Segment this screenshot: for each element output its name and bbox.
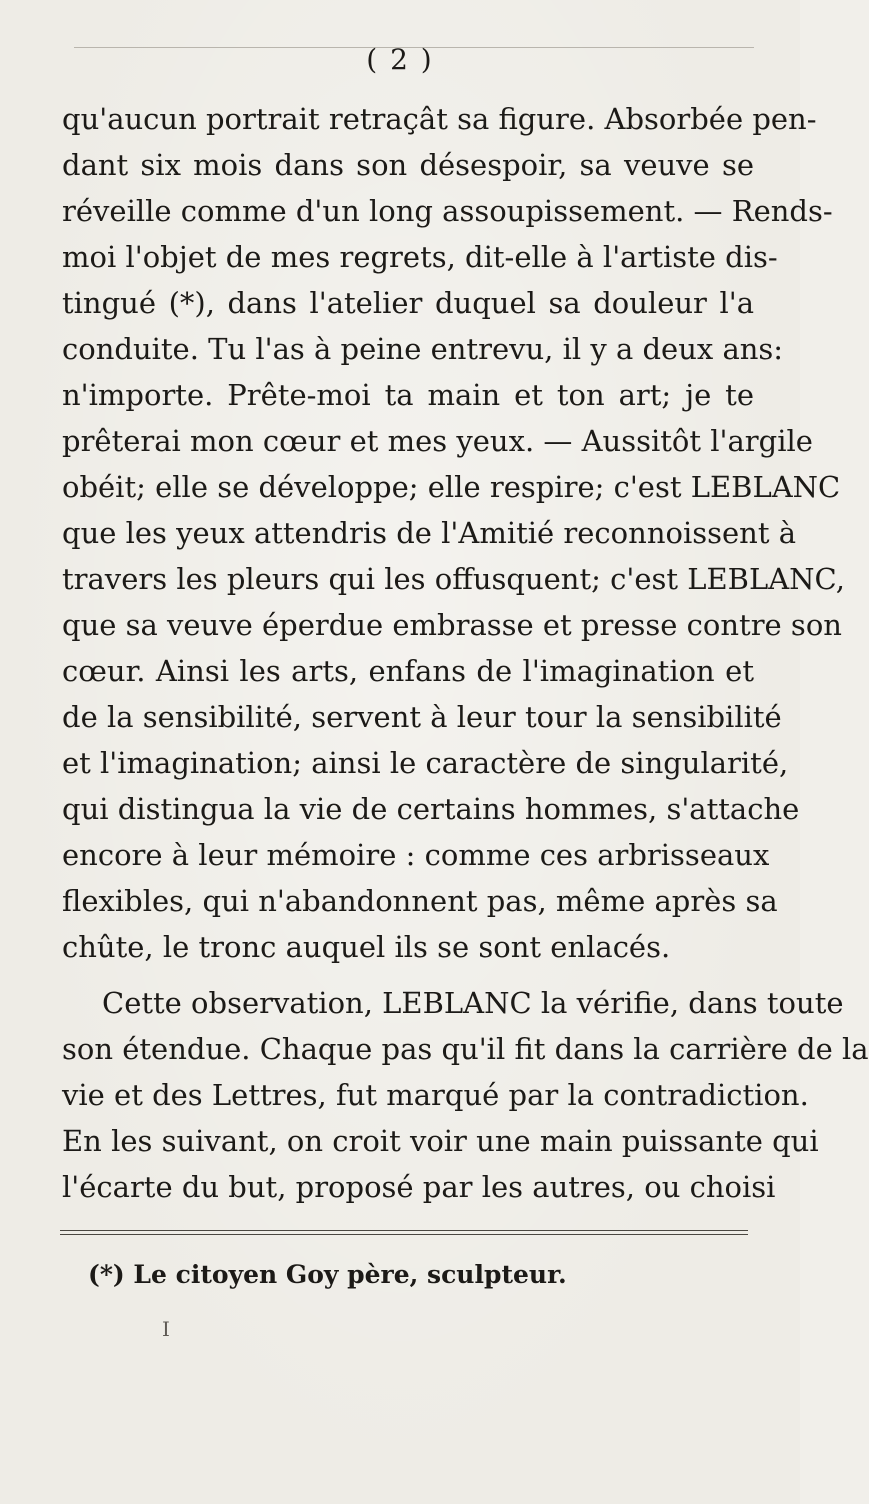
text-line: moi l'objet de mes regrets, dit-elle à l'artiste dis-: [62, 240, 778, 274]
text-line: dant six mois dans son désespoir, sa veuve se: [62, 148, 754, 182]
text-line: tingué (*), dans l'atelier duquel sa douleur l'a: [62, 286, 754, 320]
text-line: conduite. Tu l'as à peine entrevu, il y a deux ans:: [62, 332, 784, 366]
text-line: et l'imagination; ainsi le caractère de singularité,: [62, 746, 789, 780]
text-line: n'importe. Prête-moi ta main et ton art; je te: [62, 378, 754, 412]
text-line: prêterai mon cœur et mes yeux. — Aussitôt l'argile: [62, 424, 813, 458]
text-line: En les suivant, on croit voir une main puissante qui: [62, 1124, 819, 1158]
text-line: Cette observation, LEBLANC la vérifie, dans toute: [102, 986, 844, 1020]
text-line: qui distingua la vie de certains hommes, s'attache: [62, 792, 800, 826]
text-line: encore à leur mémoire : comme ces arbrisseaux: [62, 838, 770, 872]
text-line: l'écarte du but, proposé par les autres, ou choisi: [62, 1170, 776, 1204]
text-line: obéit; elle se développe; elle respire; c'est LEBLANC: [62, 470, 841, 504]
text-line: cœur. Ainsi les arts, enfans de l'imagination et: [62, 654, 754, 688]
text-line: que les yeux attendris de l'Amitié reconnoissent à: [62, 516, 796, 550]
footnote: (*) Le citoyen Goy père, sculpteur.: [88, 1260, 567, 1289]
text-line: flexibles, qui n'abandonnent pas, même après sa: [62, 884, 778, 918]
text-line: réveille comme d'un long assoupissement. — Rends-: [62, 194, 833, 228]
text-line: vie et des Lettres, fut marqué par la contradiction.: [62, 1078, 809, 1112]
footnote-rule: [60, 1230, 748, 1235]
text-line: de la sensibilité, servent à leur tour la sensibilité: [62, 700, 782, 734]
text-line: qu'aucun portrait retraçât sa figure. Absorbée pen-: [62, 102, 817, 136]
text-line: chûte, le tronc auquel ils se sont enlacés.: [62, 930, 671, 964]
text-line: que sa veuve éperdue embrasse et presse contre son: [62, 608, 842, 642]
signature-mark: I: [162, 1317, 170, 1341]
page-number: ( 2 ): [366, 43, 434, 76]
text-line: travers les pleurs qui les offusquent; c'est LEBLANC,: [62, 562, 845, 596]
text-line: son étendue. Chaque pas qu'il fit dans la carrière de la: [62, 1032, 869, 1066]
